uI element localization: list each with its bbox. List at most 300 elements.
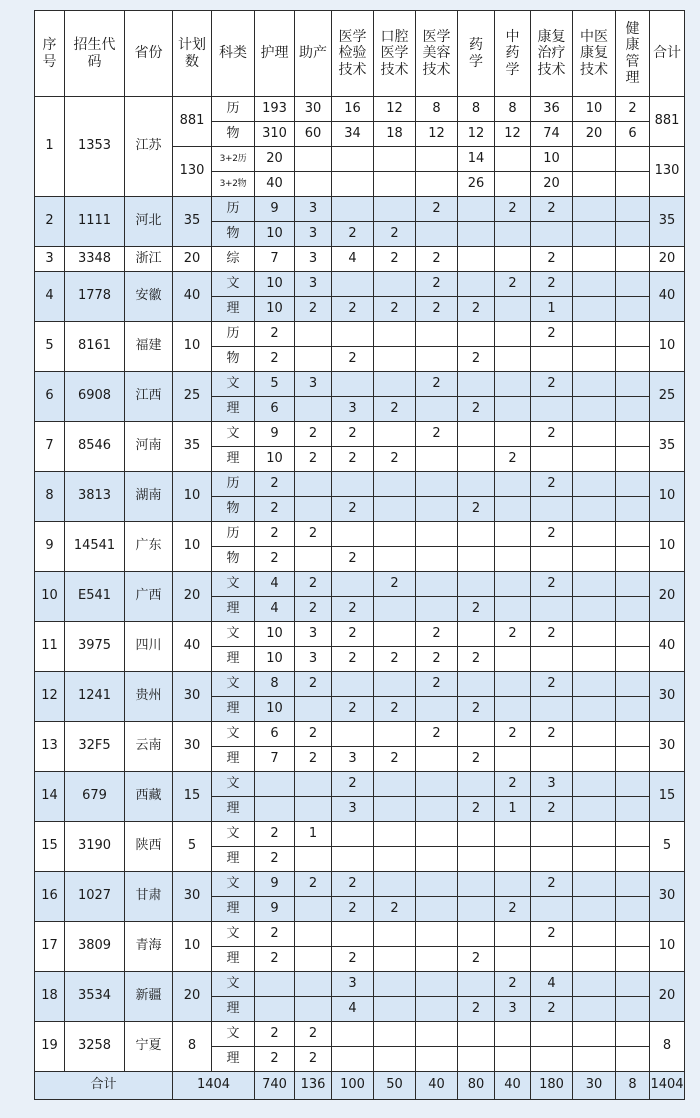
- row-total: 30: [650, 722, 685, 772]
- row-seq: 3: [35, 247, 65, 272]
- row-value: [295, 472, 332, 497]
- row-value: 2: [332, 297, 374, 322]
- row-value: [374, 522, 416, 547]
- header-row: [35, 11, 685, 97]
- row-value: 14: [458, 147, 495, 172]
- row-value: [255, 797, 295, 822]
- column-header-line: 医学: [422, 29, 451, 46]
- row-value: 2: [495, 722, 531, 747]
- column-header-line: 序: [42, 37, 57, 54]
- row-value: [416, 497, 458, 522]
- row-value: [458, 422, 495, 447]
- row-value: [416, 697, 458, 722]
- row-value: 3: [332, 797, 374, 822]
- row-value: [416, 572, 458, 597]
- row-code: 3534: [65, 972, 125, 1022]
- row-value: [374, 422, 416, 447]
- table-row: [35, 522, 685, 547]
- row-value: [332, 472, 374, 497]
- row-value: [531, 447, 573, 472]
- row-seq: 12: [35, 672, 65, 722]
- row-plan: 35: [173, 422, 212, 472]
- row-value: [573, 522, 616, 547]
- row-value: 2: [495, 972, 531, 997]
- row-value: [495, 1022, 531, 1047]
- row-value: [458, 547, 495, 572]
- column-header-line: 中医: [580, 29, 608, 46]
- row-value: [616, 997, 650, 1022]
- column-header-line: 药: [505, 45, 520, 62]
- row-seq: 9: [35, 522, 65, 572]
- table-row: [35, 422, 685, 447]
- row-value: [616, 647, 650, 672]
- table-row: [35, 1022, 685, 1047]
- row-value: 2: [295, 872, 332, 897]
- row-value: [495, 697, 531, 722]
- table-container: [34, 10, 685, 1100]
- row-value: 2: [332, 697, 374, 722]
- row-value: [495, 522, 531, 547]
- row-value: [616, 297, 650, 322]
- row-plan: 35: [173, 197, 212, 247]
- row-value: 2: [374, 572, 416, 597]
- row-seq: 11: [35, 622, 65, 672]
- column-header-line: 技术: [580, 61, 608, 78]
- row-value: 36: [531, 97, 573, 122]
- row-value: 2: [531, 472, 573, 497]
- row-code: E541: [65, 572, 125, 622]
- row-track: 历: [212, 322, 255, 347]
- row-value: [495, 672, 531, 697]
- row-value: [416, 847, 458, 872]
- row-plan: 10: [173, 522, 212, 572]
- row-track: 历: [212, 472, 255, 497]
- row-value: [295, 172, 332, 197]
- row-plan: 30: [173, 672, 212, 722]
- row-value: 2: [255, 497, 295, 522]
- row-value: 2: [531, 272, 573, 297]
- row-value: 2: [416, 247, 458, 272]
- row-value: [495, 497, 531, 522]
- row-value: [332, 172, 374, 197]
- column-header: [374, 11, 416, 97]
- row-value: [616, 572, 650, 597]
- row-value: [495, 297, 531, 322]
- row-plan: 10: [173, 472, 212, 522]
- row-value: [255, 972, 295, 997]
- row-seq: 1: [35, 97, 65, 197]
- row-value: [616, 797, 650, 822]
- table-row: [35, 97, 685, 122]
- row-value: [332, 522, 374, 547]
- table-row: [35, 772, 685, 797]
- column-header-line: 技术: [338, 61, 367, 78]
- row-value: 2: [531, 572, 573, 597]
- row-plan: 20: [173, 972, 212, 1022]
- row-province: 青海: [125, 922, 173, 972]
- row-track: 物: [212, 547, 255, 572]
- row-track: 文: [212, 422, 255, 447]
- row-value: [416, 922, 458, 947]
- row-value: [573, 747, 616, 772]
- row-value: [332, 322, 374, 347]
- row-total: 20: [650, 572, 685, 622]
- row-value: [458, 197, 495, 222]
- column-header-line: 数: [185, 53, 199, 70]
- table-row: [35, 672, 685, 697]
- row-code: 3348: [65, 247, 125, 272]
- row-value: 8: [416, 97, 458, 122]
- row-value: 2: [416, 622, 458, 647]
- row-value: 2: [416, 647, 458, 672]
- row-track: 理: [212, 447, 255, 472]
- row-value: [332, 922, 374, 947]
- row-value: 2: [374, 222, 416, 247]
- row-total: 10: [650, 472, 685, 522]
- column-header-line: 科类: [219, 45, 247, 62]
- row-province: 新疆: [125, 972, 173, 1022]
- row-track: 理: [212, 847, 255, 872]
- row-value: [495, 422, 531, 447]
- footer-value: 100: [332, 1072, 374, 1100]
- column-header-line: 口腔: [380, 29, 409, 46]
- row-value: [573, 572, 616, 597]
- row-value: 2: [332, 347, 374, 372]
- row-value: [495, 372, 531, 397]
- row-value: [531, 597, 573, 622]
- column-header-line: 技术: [537, 61, 566, 78]
- row-value: 2: [332, 897, 374, 922]
- row-value: [616, 1047, 650, 1072]
- row-value: [416, 872, 458, 897]
- row-value: [416, 1022, 458, 1047]
- row-value: [495, 572, 531, 597]
- row-value: 2: [458, 597, 495, 622]
- row-value: 2: [495, 897, 531, 922]
- row-total: 30: [650, 872, 685, 922]
- table-body: [35, 97, 685, 1072]
- row-track: 文: [212, 872, 255, 897]
- row-value: [531, 897, 573, 922]
- row-value: [374, 672, 416, 697]
- row-track: 文: [212, 822, 255, 847]
- row-value: [374, 372, 416, 397]
- row-value: 3: [295, 622, 332, 647]
- row-value: 2: [255, 922, 295, 947]
- row-value: 10: [255, 622, 295, 647]
- row-value: [416, 947, 458, 972]
- row-track: 文: [212, 922, 255, 947]
- row-value: [495, 347, 531, 372]
- row-track: 理: [212, 647, 255, 672]
- column-header: [495, 11, 531, 97]
- row-value: [458, 472, 495, 497]
- row-value: 12: [374, 97, 416, 122]
- row-value: 2: [332, 222, 374, 247]
- row-track: 文: [212, 272, 255, 297]
- row-value: [531, 647, 573, 672]
- row-value: [616, 972, 650, 997]
- row-total: 35: [650, 422, 685, 472]
- column-header: [616, 11, 650, 97]
- row-value: [531, 1047, 573, 1072]
- row-total: 8: [650, 1022, 685, 1072]
- row-total: 40: [650, 272, 685, 322]
- row-value: 2: [531, 997, 573, 1022]
- row-value: 2: [495, 272, 531, 297]
- row-value: [458, 1022, 495, 1047]
- row-value: 2: [531, 797, 573, 822]
- footer-grand-total: 1404: [650, 1072, 685, 1100]
- row-value: 310: [255, 122, 295, 147]
- column-header-line: 药: [469, 37, 483, 54]
- column-header-line: 中: [505, 29, 520, 46]
- table-row: [35, 272, 685, 297]
- footer-value: 180: [531, 1072, 573, 1100]
- row-total: 40: [650, 622, 685, 672]
- row-value: [616, 547, 650, 572]
- row-value: [458, 447, 495, 472]
- row-seq: 16: [35, 872, 65, 922]
- row-plan: 8: [173, 1022, 212, 1072]
- row-value: 8: [255, 672, 295, 697]
- row-value: 60: [295, 122, 332, 147]
- row-value: [573, 347, 616, 372]
- row-value: [616, 322, 650, 347]
- row-plan: 40: [173, 622, 212, 672]
- row-value: 7: [255, 747, 295, 772]
- row-province: 浙江: [125, 247, 173, 272]
- column-header: [125, 11, 173, 97]
- row-value: [416, 897, 458, 922]
- row-value: 2: [295, 1022, 332, 1047]
- footer-label: 合计: [35, 1072, 173, 1100]
- row-value: [295, 397, 332, 422]
- row-value: [374, 497, 416, 522]
- row-value: [495, 172, 531, 197]
- row-plan: 40: [173, 272, 212, 322]
- row-value: [295, 347, 332, 372]
- row-value: [616, 922, 650, 947]
- row-plan: 10: [173, 322, 212, 372]
- row-value: 2: [531, 247, 573, 272]
- row-value: 2: [255, 472, 295, 497]
- row-value: 10: [255, 647, 295, 672]
- row-value: [495, 322, 531, 347]
- row-value: [416, 147, 458, 172]
- row-code: 8161: [65, 322, 125, 372]
- row-value: [374, 622, 416, 647]
- row-value: [332, 572, 374, 597]
- row-value: [531, 947, 573, 972]
- row-track: 文: [212, 972, 255, 997]
- row-value: [573, 997, 616, 1022]
- row-value: [573, 197, 616, 222]
- row-value: 2: [495, 197, 531, 222]
- row-value: 2: [416, 297, 458, 322]
- row-value: [295, 922, 332, 947]
- row-value: 2: [332, 872, 374, 897]
- row-value: [573, 1022, 616, 1047]
- row-value: [495, 1047, 531, 1072]
- column-header: [255, 11, 295, 97]
- row-value: 2: [374, 697, 416, 722]
- row-track: 文: [212, 622, 255, 647]
- column-header-line: 省份: [134, 45, 163, 62]
- row-value: [531, 747, 573, 772]
- row-value: [332, 147, 374, 172]
- row-value: [416, 772, 458, 797]
- column-header-line: 护理: [260, 45, 289, 62]
- row-value: [295, 322, 332, 347]
- row-track: 文: [212, 722, 255, 747]
- row-value: [295, 947, 332, 972]
- row-value: [495, 647, 531, 672]
- row-value: [458, 322, 495, 347]
- row-value: 3: [295, 272, 332, 297]
- row-value: [332, 1022, 374, 1047]
- row-value: 3: [295, 647, 332, 672]
- row-value: 2: [295, 297, 332, 322]
- column-header-line: 康复: [580, 45, 608, 62]
- column-header: [416, 11, 458, 97]
- row-province: 河北: [125, 197, 173, 247]
- row-value: 5: [255, 372, 295, 397]
- row-value: 10: [255, 297, 295, 322]
- row-value: 2: [458, 797, 495, 822]
- row-track: 3+2历: [212, 147, 255, 172]
- row-value: [255, 997, 295, 1022]
- row-code: 3813: [65, 472, 125, 522]
- row-value: 2: [458, 947, 495, 972]
- row-value: 2: [295, 522, 332, 547]
- row-value: [495, 872, 531, 897]
- column-header-line: 治疗: [537, 45, 566, 62]
- row-value: 8: [458, 97, 495, 122]
- row-value: [374, 547, 416, 572]
- row-value: [295, 697, 332, 722]
- column-header: [573, 11, 616, 97]
- row-value: 10: [255, 272, 295, 297]
- row-seq: 13: [35, 722, 65, 772]
- row-value: [573, 947, 616, 972]
- row-value: [573, 697, 616, 722]
- row-value: [416, 522, 458, 547]
- row-value: [616, 347, 650, 372]
- row-value: 2: [531, 872, 573, 897]
- row-value: 3: [531, 772, 573, 797]
- row-province: 四川: [125, 622, 173, 672]
- row-code: 3809: [65, 922, 125, 972]
- row-value: 2: [332, 947, 374, 972]
- row-total: 15: [650, 772, 685, 822]
- row-value: 2: [416, 197, 458, 222]
- row-value: [531, 497, 573, 522]
- table-row: [35, 922, 685, 947]
- row-seq: 5: [35, 322, 65, 372]
- row-value: 193: [255, 97, 295, 122]
- row-value: [458, 722, 495, 747]
- row-value: [573, 597, 616, 622]
- enrollment-plan-table: [34, 10, 685, 1100]
- row-value: [374, 872, 416, 897]
- row-value: 2: [374, 897, 416, 922]
- row-value: [495, 597, 531, 622]
- row-value: [616, 672, 650, 697]
- row-value: [573, 972, 616, 997]
- row-value: [458, 672, 495, 697]
- row-plan: 30: [173, 872, 212, 922]
- row-value: 2: [416, 672, 458, 697]
- row-value: [495, 947, 531, 972]
- row-value: 2: [458, 997, 495, 1022]
- row-value: [374, 722, 416, 747]
- row-track: 理: [212, 697, 255, 722]
- row-value: 30: [295, 97, 332, 122]
- row-value: [332, 197, 374, 222]
- row-value: [573, 722, 616, 747]
- row-value: 2: [332, 597, 374, 622]
- row-value: [374, 997, 416, 1022]
- row-value: [573, 497, 616, 522]
- footer-value: 136: [295, 1072, 332, 1100]
- row-value: [295, 847, 332, 872]
- row-value: [573, 1047, 616, 1072]
- row-plan: 881: [173, 97, 212, 147]
- row-value: 2: [458, 747, 495, 772]
- row-value: [295, 772, 332, 797]
- row-plan: 5: [173, 822, 212, 872]
- row-value: [295, 997, 332, 1022]
- column-header-line: 康: [625, 37, 640, 54]
- column-header-line: 招生代: [73, 37, 116, 54]
- row-value: 20: [573, 122, 616, 147]
- row-value: [374, 947, 416, 972]
- row-track: 文: [212, 1022, 255, 1047]
- table-row: [35, 872, 685, 897]
- row-value: [495, 822, 531, 847]
- row-total: 30: [650, 672, 685, 722]
- row-total: 10: [650, 522, 685, 572]
- row-track: 物: [212, 222, 255, 247]
- row-value: [374, 847, 416, 872]
- row-plan: 25: [173, 372, 212, 422]
- row-value: 20: [531, 172, 573, 197]
- row-value: [495, 547, 531, 572]
- table-row: [35, 722, 685, 747]
- row-value: [374, 822, 416, 847]
- row-value: 2: [332, 547, 374, 572]
- row-value: [374, 597, 416, 622]
- row-province: 西藏: [125, 772, 173, 822]
- row-value: 2: [458, 397, 495, 422]
- row-value: 2: [295, 672, 332, 697]
- column-header-line: 技术: [422, 61, 451, 78]
- row-value: [374, 322, 416, 347]
- row-value: [374, 347, 416, 372]
- row-value: 2: [374, 397, 416, 422]
- row-seq: 8: [35, 472, 65, 522]
- footer-value: 80: [458, 1072, 495, 1100]
- row-value: 12: [495, 122, 531, 147]
- row-value: 9: [255, 422, 295, 447]
- row-value: [573, 872, 616, 897]
- row-value: [458, 1047, 495, 1072]
- column-header-line: 管: [625, 53, 640, 70]
- row-value: 2: [458, 297, 495, 322]
- row-value: [616, 272, 650, 297]
- row-value: [573, 322, 616, 347]
